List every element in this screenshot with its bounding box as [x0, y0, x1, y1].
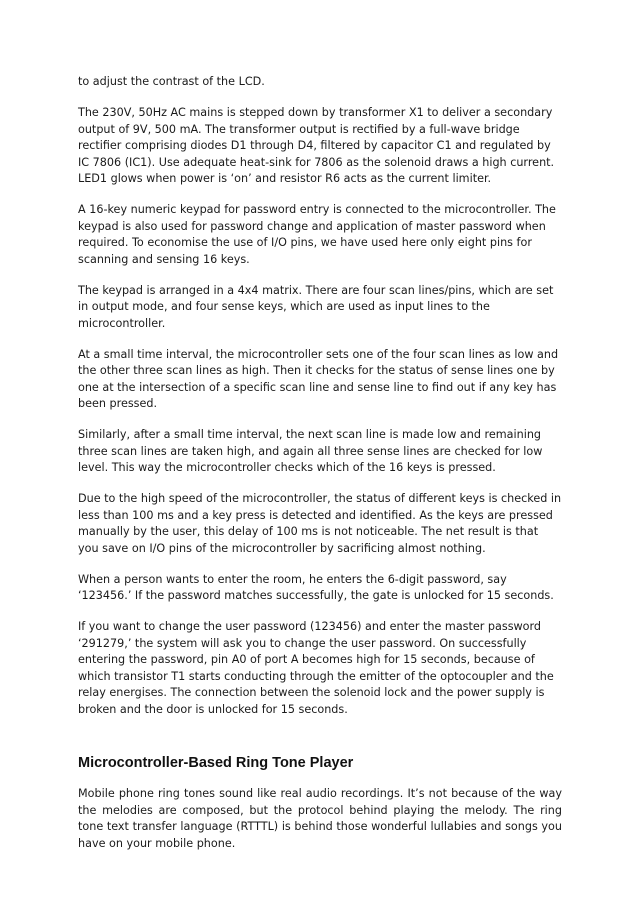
section-heading: Microcontroller-Based Ring Tone Player	[78, 755, 354, 771]
paragraph-ring-tone: Mobile phone ring tones sound like real audio recordings. It’s not because of the way the melodies are composed, but the protocol behind playing the melody. The ring tone text transfer language (RTTTL) is behind those wonderful lullabies and songs you have on your mobile phone.	[78, 787, 562, 850]
paragraph-speed: Due to the high speed of the microcontroller, the status of different keys is checked in less than 100 ms and a key press is detected and identified. As the keys are pressed manually by the user, this delay of 100 ms is not noticeable. The net result is that you save on I/O pins of the microcontroller by sacrificing almost nothing.	[78, 492, 562, 555]
paragraph-next-scan: Similarly, after a small time interval, the next scan line is made low and remaining three scan lines are taken high, and again all three sense lines are checked for low level. This way the microcontroller checks which of the 16 keys is pressed.	[78, 428, 543, 474]
paragraph-keypad: A 16-key numeric keypad for password entry is connected to the microcontroller. The keypad is also used for password change and application of master password when required. To economise the use of I/O pins, we have used here only eight pins for scanning and sensing 16 keys.	[78, 203, 556, 266]
paragraph-change-password: If you want to change the user password (123456) and enter the master password ‘291279,’ the system will ask you to change the user password. On successfully entering the password, pin A0 of port A becomes high for 15 seconds, because of which transistor T1 starts conducting through the emitter of the optocoupler and the relay energises. The connection between the solenoid lock and the power supply is broken and the door is unlocked for 15 seconds.	[78, 620, 554, 716]
paragraph-power-supply: The 230V, 50Hz AC mains is stepped down by transformer X1 to deliver a secondary output of 9V, 500 mA. The transformer output is rectified by a full-wave bridge rectifier comprising diodes D1 through D4, filtered by capacitor C1 and regulated by IC 7806 (IC1). Use adequate heat-sink for 7806 as the solenoid draws a high current. LED1 glows when power is ‘on’ and resistor R6 acts as the current limiter.	[78, 106, 555, 185]
paragraph-enter-password: When a person wants to enter the room, he enters the 6-digit password, say ‘123456.’ If the password matches successfully, the gate is unlocked for 15 seconds.	[78, 572, 554, 602]
paragraph-scan-lines: At a small time interval, the microcontroller sets one of the four scan lines as low and the other three scan lines as high. Then it checks for the status of sense lines one by one at the intersection of a specific scan line and sense line to find out if any key has been pressed.	[78, 347, 559, 410]
paragraph-keypad-matrix: The keypad is arranged in a 4x4 matrix. There are four scan lines/pins, which are set in output mode, and four sense keys, which are used as input lines to the microcontroller.	[78, 283, 554, 330]
document-page	[78, 74, 562, 867]
paragraph-lcd-contrast: to adjust the contrast of the LCD.	[78, 75, 265, 88]
